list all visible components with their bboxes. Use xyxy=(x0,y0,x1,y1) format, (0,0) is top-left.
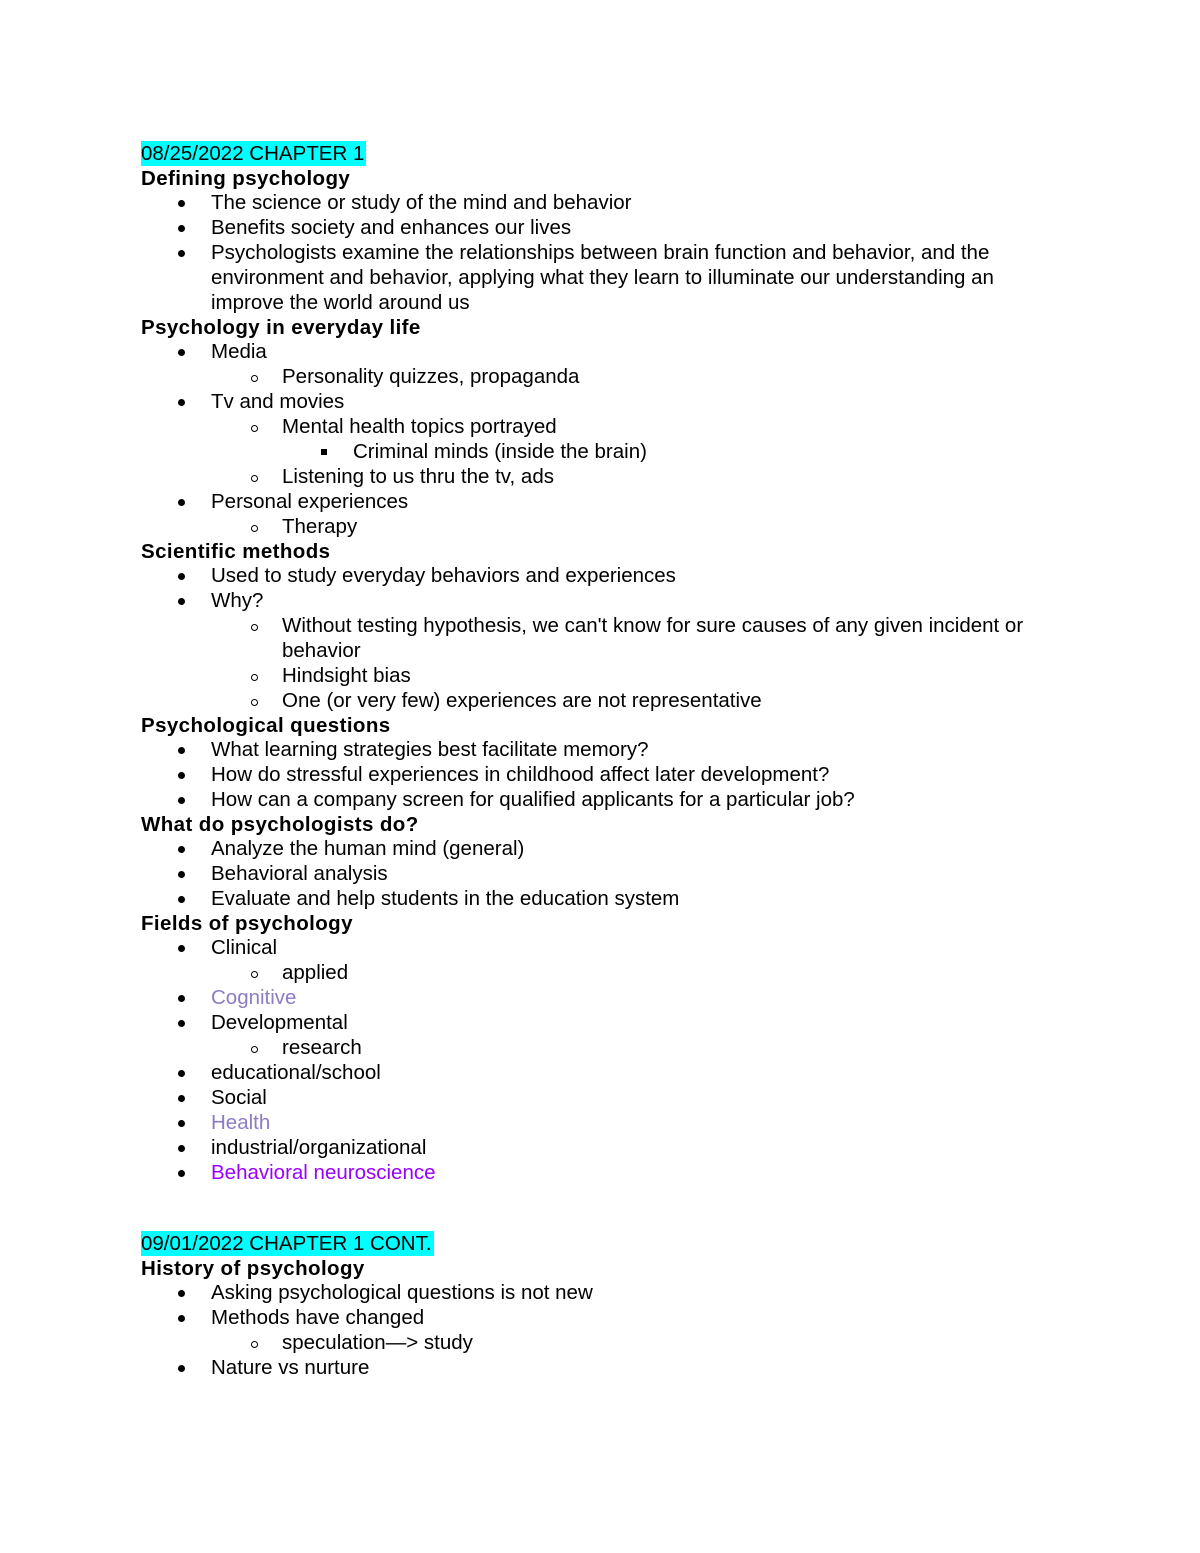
section-spacer xyxy=(141,1185,1061,1231)
bullet-icon xyxy=(171,737,191,762)
bullet-icon xyxy=(171,339,191,364)
bullet-icon xyxy=(171,985,191,1010)
bullet-icon xyxy=(171,1060,191,1085)
bullet-icon xyxy=(171,389,191,414)
list-item: Why? xyxy=(141,588,1061,613)
sub-list-item: Without testing hypothesis, we can't know for sure causes of any given incident or behavior xyxy=(141,613,1061,663)
list-item: Evaluate and help students in the education system xyxy=(141,886,1061,911)
topic-heading: What do psychologists do? xyxy=(141,813,419,836)
list-item: educational/school xyxy=(141,1060,1061,1085)
list-item: Tv and movies xyxy=(141,389,1061,414)
list-item: Psychologists examine the relationships between brain function and behavior, and the environment and behavior, applying what they learn to illuminate our understanding an improve the world around us xyxy=(141,240,1061,315)
circle-bullet-icon xyxy=(244,1035,264,1062)
list-item: industrial/organizational xyxy=(141,1135,1061,1160)
list-item: Nature vs nurture xyxy=(141,1355,1061,1380)
list-item: How do stressful experiences in childhood affect later development? xyxy=(141,762,1061,787)
date-heading: 09/01/2022 CHAPTER 1 CONT. xyxy=(141,1232,432,1255)
circle-bullet-icon xyxy=(244,960,264,987)
list-item: Cognitive xyxy=(141,985,1061,1010)
list-item: Methods have changed xyxy=(141,1305,1061,1330)
circle-bullet-icon xyxy=(244,663,264,690)
circle-bullet-icon xyxy=(244,414,264,441)
sub-list-item: applied xyxy=(141,960,1061,985)
square-bullet-icon xyxy=(314,439,334,464)
bullet-icon xyxy=(171,588,191,613)
bullet-icon xyxy=(171,1305,191,1330)
topic-heading: Defining psychology xyxy=(141,167,351,190)
circle-bullet-icon xyxy=(244,364,264,391)
bullet-icon xyxy=(171,563,191,588)
bullet-icon xyxy=(171,1355,191,1380)
sub-list-item: Therapy xyxy=(141,514,1061,539)
bullet-icon xyxy=(171,836,191,861)
sub-list-item: One (or very few) experiences are not representative xyxy=(141,688,1061,713)
bullet-icon xyxy=(171,1010,191,1035)
list-item: Benefits society and enhances our lives xyxy=(141,215,1061,240)
circle-bullet-icon xyxy=(244,613,264,640)
sub-list-item: research xyxy=(141,1035,1061,1060)
bullet-icon xyxy=(171,762,191,787)
list-item: Developmental xyxy=(141,1010,1061,1035)
bullet-icon xyxy=(171,190,191,215)
date-heading-row xyxy=(141,141,1061,166)
list-item: Personal experiences xyxy=(141,489,1061,514)
bullet-icon xyxy=(171,1110,191,1135)
list-item: What learning strategies best facilitate memory? xyxy=(141,737,1061,762)
topic-heading: Scientific methods xyxy=(141,540,331,563)
bullet-icon xyxy=(171,935,191,960)
sub-list-item: speculation—> study xyxy=(141,1330,1061,1355)
bullet-icon xyxy=(171,1160,191,1185)
circle-bullet-icon xyxy=(244,514,264,541)
sub-list-item: Hindsight bias xyxy=(141,663,1061,688)
list-item: Social xyxy=(141,1085,1061,1110)
list-item: Asking psychological questions is not new xyxy=(141,1280,1061,1305)
sub-list-item: Mental health topics portrayed xyxy=(141,414,1061,439)
sub-list-item: Personality quizzes, propaganda xyxy=(141,364,1061,389)
list-item: Clinical xyxy=(141,935,1061,960)
circle-bullet-icon xyxy=(244,464,264,491)
bullet-icon xyxy=(171,489,191,514)
topic-heading: Psychology in everyday life xyxy=(141,316,421,339)
topic-heading: Psychological questions xyxy=(141,714,391,737)
list-item: Used to study everyday behaviors and experiences xyxy=(141,563,1061,588)
sub-list-item: Listening to us thru the tv, ads xyxy=(141,464,1061,489)
list-item: Behavioral analysis xyxy=(141,861,1061,886)
bullet-icon xyxy=(171,787,191,812)
bullet-icon xyxy=(171,215,191,240)
bullet-icon xyxy=(171,1280,191,1305)
topic-heading: History of psychology xyxy=(141,1257,365,1280)
date-heading-row xyxy=(141,1231,1061,1256)
bullet-icon xyxy=(171,240,191,265)
topic-heading: Fields of psychology xyxy=(141,912,353,935)
sub-sub-list-item: Criminal minds (inside the brain) xyxy=(141,439,1061,464)
list-item: How can a company screen for qualified applicants for a particular job? xyxy=(141,787,1061,812)
list-item: Behavioral neuroscience xyxy=(141,1160,1061,1185)
bullet-icon xyxy=(171,1135,191,1160)
bullet-icon xyxy=(171,1085,191,1110)
circle-bullet-icon xyxy=(244,1330,264,1357)
list-item: Media xyxy=(141,339,1061,364)
date-heading: 08/25/2022 CHAPTER 1 xyxy=(141,142,365,165)
list-item: Health xyxy=(141,1110,1061,1135)
circle-bullet-icon xyxy=(244,688,264,715)
list-item: Analyze the human mind (general) xyxy=(141,836,1061,861)
list-item: The science or study of the mind and behavior xyxy=(141,190,1061,215)
bullet-icon xyxy=(171,861,191,886)
bullet-icon xyxy=(171,886,191,911)
notes-content xyxy=(141,141,1061,1380)
